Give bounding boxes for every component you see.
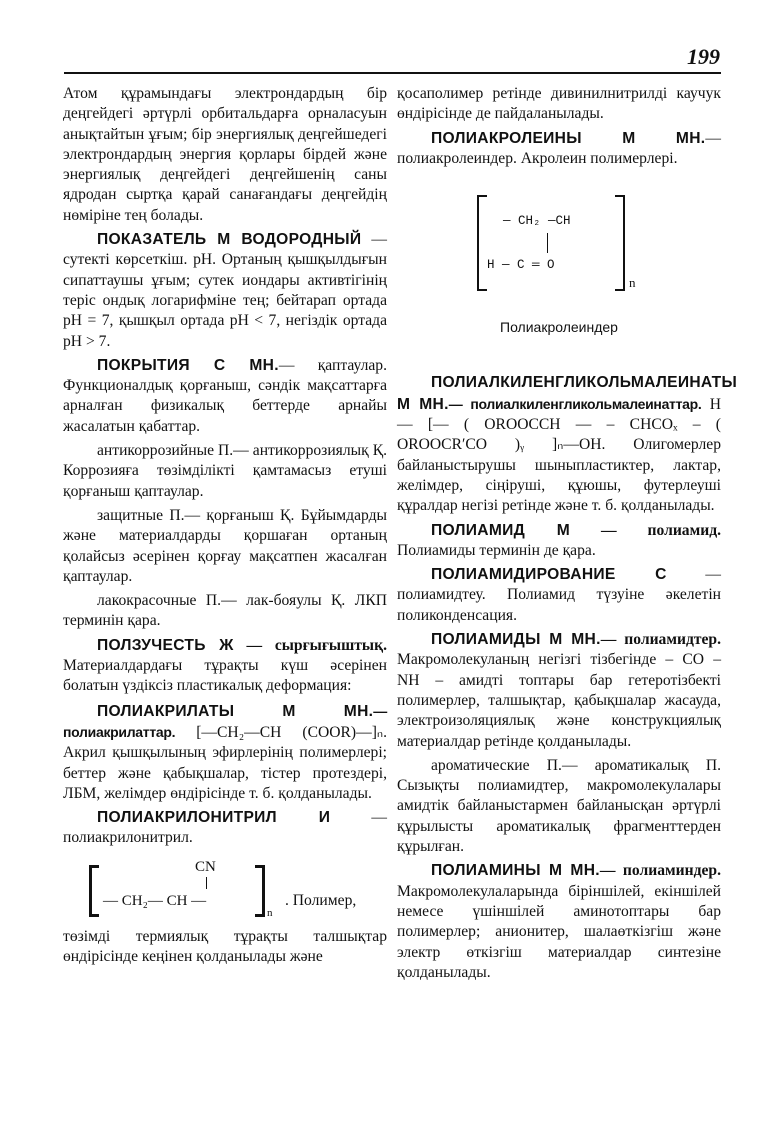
paragraph-text	[63, 927, 387, 968]
entry-poliakroleiny	[397, 129, 721, 170]
headword: ПОЛИАКРИЛАТЫ М МН.	[97, 702, 374, 720]
headword: ПОЛИАКРИЛОНИТРИЛ И	[97, 809, 331, 827]
formula-cn-group: CN	[195, 858, 216, 875]
entry-translation: — полиамид.	[570, 521, 721, 539]
paragraph-text: Атом құрамындағы электрондардың бір деңгейдегі әртүрлі орбитальдарға орналасуын анықтайтын ұғым; бір энергиялық деңгейшедегі электрондардың энергия қорлары бірдей және энергиялық деңгейдегі деңгейшенің саны ядродан сыртқа қарай санағандағы деңгейдің нөміріне тең болады.	[63, 85, 387, 224]
entry-body: — қаптаулар. Функционалдық қорғаныш, сәндік мақсаттарға арналған физикалық беттерде арнайы жасалатын қабаттар.	[63, 356, 387, 435]
formula-trailing-text: . Полимер,	[285, 891, 357, 909]
entry-poliakrilaty	[63, 701, 387, 804]
entry-translation: — полиаминдер.	[599, 862, 721, 880]
entry-poliamidy	[397, 630, 721, 752]
entry-pokazatel	[63, 230, 387, 352]
subentry-text: защитные П.— қорғаныш Қ. Бұйымдарды және материалдарды қоршаған ортаның қолайсыз әсерінен қорғау мақсатпен жасалған қаптаулар.	[63, 506, 387, 585]
structure-subscript-n: n	[629, 275, 636, 291]
left-column	[63, 84, 387, 967]
entry-poliamidirovanie	[397, 565, 721, 626]
headword: ПОЛЗУЧЕСТЬ Ж	[97, 636, 234, 654]
entry-body: Макромолекуланың негізгі тізбегінде – CO – NH – амидті топтары бар гетеротізбекті полимерлер, талшықтар, қабықшалар жасауда, электроизоляциялық және конструкциялық материалдар ретінде қолданылады.	[397, 651, 721, 750]
entry-poliamid	[397, 521, 721, 562]
formula: [—CH₂—CH (COOR)—]ₙ.	[175, 723, 387, 741]
paragraph-continuation	[397, 84, 721, 125]
structure-caption: Полиакролеиндер	[500, 319, 618, 336]
entry-body: — полиакролеиндер. Акролеин полимерлері.	[397, 129, 721, 167]
headword: ПОКРЫТИЯ С МН.	[97, 356, 279, 374]
formula-subscript-n: n	[267, 906, 273, 919]
headword: ПОКАЗАТЕЛЬ М ВОДОРОДНЫЙ	[97, 231, 362, 249]
structure-row-top: — CH₂ —CH	[503, 214, 571, 229]
entry-body: — сутекті көрсеткіш. pH. Ортаның қышқылдығын сипаттаушы ұғым; сутек иондары активтігінің теріс ондық логарифміне тең; бейтарап ортада pH = 7, қышқыл ортада pH < 7, негіздік ортада pH > 7.	[63, 231, 388, 350]
header-rule	[64, 72, 721, 74]
entry-poliakrilonitril	[63, 808, 387, 849]
headword: ПОЛИАЛКИЛЕНГЛИКОЛЬМАЛЕИНАТЫ М МН.	[397, 374, 738, 413]
entry-body: Олигомерлер байланыстырушы шыныпластиктер, лактар, желімдер, сіңіруші, құюшы, футерлеуші құралдар негізі ретінде және т. б. қолданылады.	[397, 436, 721, 515]
entry-body: Материалдардағы тұрақты күш әсерінен болатын үздіксіз пластикалық деформация:	[63, 657, 387, 695]
entry-body: Макромолекулаларында біріншілей, екіншілей немесе үшіншілей аминотоптары бар полимерлер; анионитер, шалаөткізгіш және электр өткізгіш материалдар синтезіне қолданылады.	[397, 882, 721, 981]
right-column	[397, 84, 738, 983]
headword: ПОЛИАМИДИРОВАНИЕ С	[431, 566, 667, 584]
polyacrylonitrile-formula	[63, 855, 387, 925]
subentry-protective	[63, 506, 387, 587]
entry-body: — полиамидтеу. Полиамид түзуіне әкелетін поликонденсация.	[397, 566, 721, 624]
bracket-left	[89, 865, 99, 917]
entry-polzuchest	[63, 636, 387, 697]
entry-body: — полиакрилонитрил.	[63, 809, 387, 847]
entry-translation: — сырғығыштық.	[233, 636, 387, 654]
entry-translation: — полиалкиленгликольмалеинаттар.	[448, 395, 702, 412]
bond-line	[547, 233, 548, 253]
bracket-right	[255, 865, 265, 917]
formula: H — [— ( OROOCCH — – CHCOₓ – ( OROOCR′CO )ᵧ ]ₙ—OH.	[397, 395, 721, 454]
subentry-text: ароматические П.— ароматикалық П. Сызықты полиамидтер, макромолекулалары амидтік байланыстармен байланысқан әртүрлі құрылысты ароматикалық фрагменттерден құрылған.	[397, 756, 721, 856]
paragraph-text: қосаполимер ретінде дивинилнитрилді каучук өндірісінде де пайдаланылады.	[397, 85, 721, 123]
paragraph-continuation	[63, 84, 387, 226]
headword: ПОЛИАКРОЛЕИНЫ М МН.	[431, 129, 706, 147]
polyacrolein-structure	[397, 189, 721, 307]
headword: ПОЛИАМИДЫ М МН.	[431, 631, 601, 649]
headword: ПОЛИАМИНЫ М МН.	[431, 862, 600, 880]
entry-translation: — полиамидтер.	[600, 631, 722, 649]
formula-chain: — CH₂— CH —	[103, 892, 207, 909]
subentry-anticorrosion	[63, 441, 387, 502]
subentry-text: лакокрасочные П.— лак-бояулы Қ. ЛКП терминін қара.	[63, 592, 387, 630]
bracket-left	[477, 195, 487, 291]
subentry-lacquer	[63, 591, 387, 632]
subentry-text: антикоррозийные П.— антикоррозиялық Қ. Коррозияға төзімділікті қамтамасыз етуші қорғаныш қаптаулар.	[63, 442, 387, 500]
subentry-aromatic	[397, 756, 721, 857]
paragraph-tail: төзімді термиялық тұрақты талшықтар өндірісінде кеңінен қолданылады және	[63, 927, 387, 965]
structure-row-bottom: H — C ═ O	[487, 258, 555, 273]
entry-polialkilenglikol	[397, 373, 738, 516]
entry-pokrytiya	[63, 356, 387, 437]
bond-line	[206, 877, 207, 889]
entry-poliaminy	[397, 861, 721, 983]
bracket-right	[615, 195, 625, 291]
entry-body: Акрил қышқылының эфирлерінің полимерлері; беттер және қабықшалар, тістер протездері, ЛБМ, желімдер өндірісінде т. б. қолданылады.	[63, 744, 387, 802]
headword: ПОЛИАМИД М	[431, 521, 571, 539]
page-number: 199	[687, 44, 720, 69]
entry-translation: —полиакрилаттар.	[63, 702, 387, 740]
entry-body: Полиамиды терминін де қара.	[397, 541, 596, 559]
